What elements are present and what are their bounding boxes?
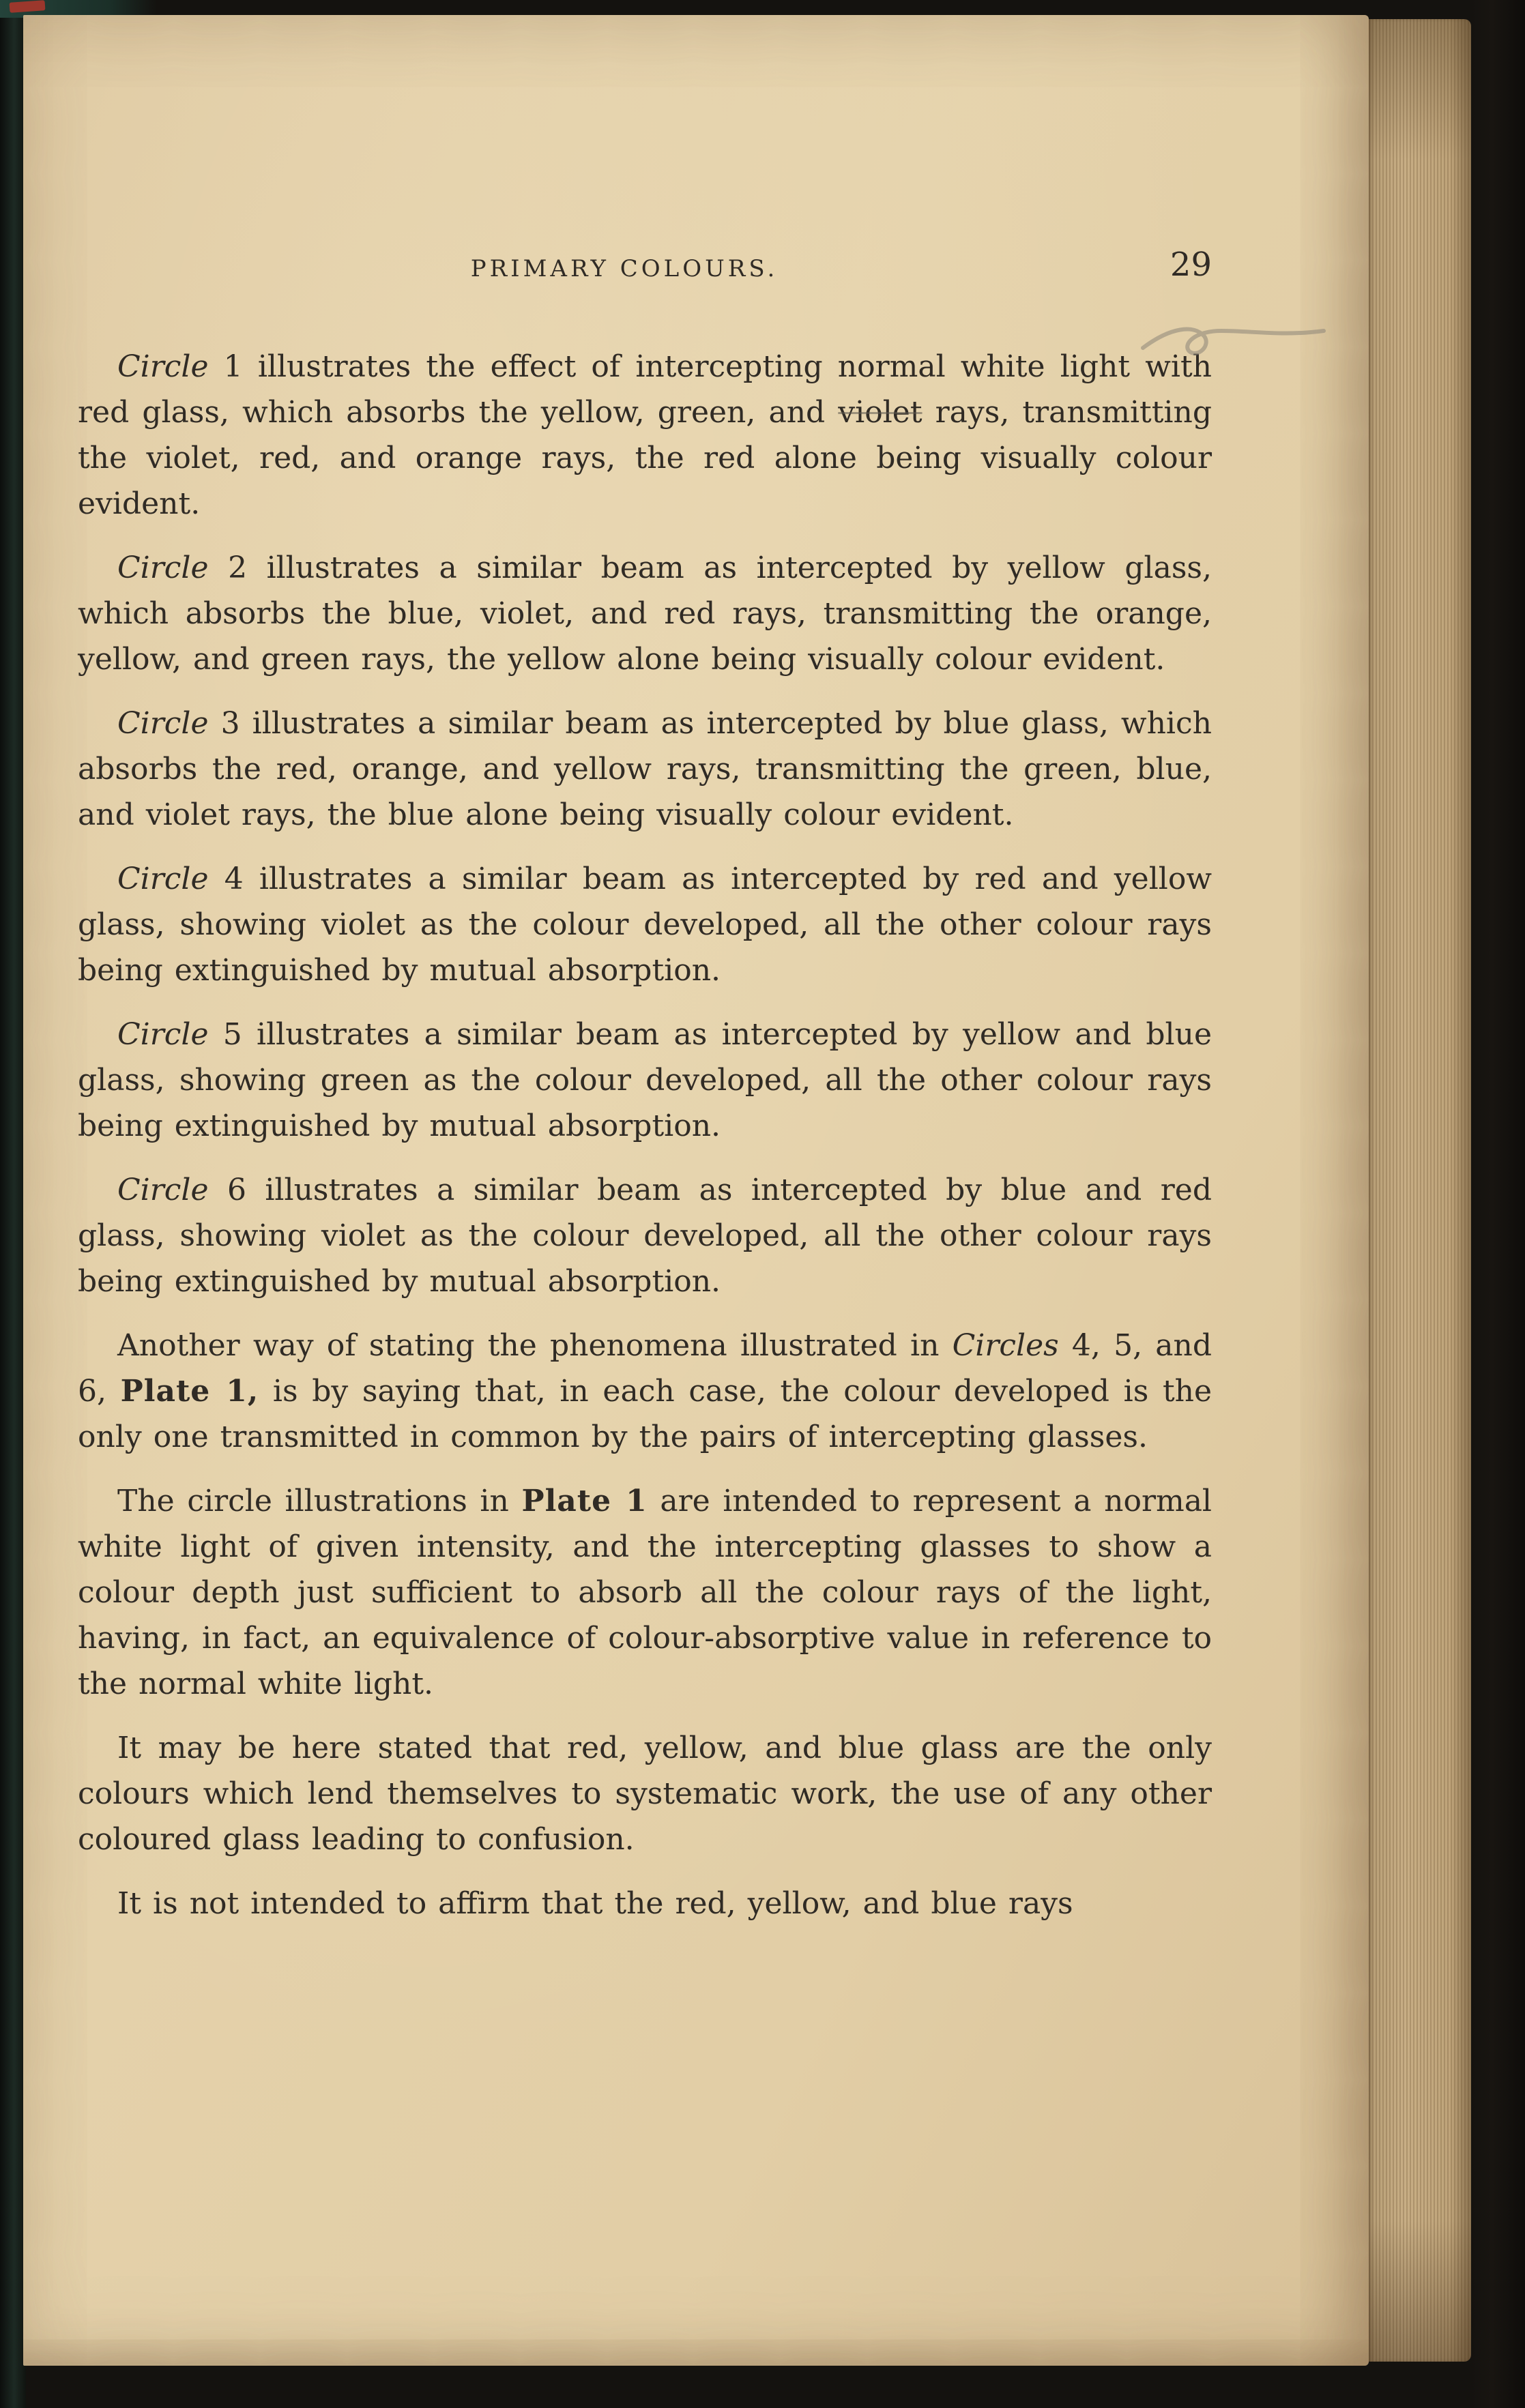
text-segment: Another way of stating the phenomena illustrated in <box>117 1328 953 1363</box>
book-page <box>23 15 1369 2366</box>
text-segment: 3 illustrates a similar beam as intercepted by blue glass, which absorbs the red, orange, and yellow rays, transmitting the green, blue, and violet rays, the blue alone being visually colour evident. <box>78 706 1212 832</box>
paragraph <box>78 545 1212 682</box>
text-segment: 2 illustrates a similar beam as intercepted by yellow glass, which absorbs the blue, violet, and red rays, transmitting the orange, yellow, and green rays, the yellow alone being visually colour evident. <box>78 550 1212 677</box>
page-header <box>78 246 1212 304</box>
text-segment: violet <box>838 395 923 430</box>
text-segment: Plate 1, <box>120 1374 259 1409</box>
text-segment: rays, transmitting the violet, red, and orange rays, the red alone being visually colour evident. <box>78 395 1212 521</box>
text-segment: Circle <box>117 349 209 384</box>
text-segment: It may be here stated that red, yellow, and blue glass are the only colours which lend themselves to systematic work, the use of any other coloured glass leading to confusion. <box>78 1731 1212 1857</box>
text-segment: 5 illustrates a similar beam as intercepted by yellow and blue glass, showing green as the colour developed, all the other colour rays being extinguished by mutual absorption. <box>78 1017 1212 1143</box>
text-segment: Circle <box>117 1173 209 1207</box>
text-segment: Plate 1 <box>521 1484 648 1518</box>
running-title: PRIMARY COLOURS. <box>470 255 779 282</box>
text-segment: It is not intended to affirm that the red, yellow, and blue rays <box>117 1886 1073 1921</box>
text-segment: Circle <box>117 550 209 585</box>
page-edges <box>1369 19 1471 2362</box>
text-segment: is by saying that, in each case, the colour developed is the only one transmitted in common by the pairs of intercepting glasses. <box>78 1374 1212 1454</box>
page-number: 29 <box>1170 246 1212 284</box>
paragraph <box>78 1478 1212 1707</box>
binding-shadow <box>1470 0 1525 2408</box>
paragraph <box>78 1012 1212 1149</box>
text-segment: 4, 5, and 6, <box>78 1328 1212 1409</box>
book-cover-edge <box>0 0 26 2408</box>
text-segment: Circle <box>117 862 209 896</box>
text-segment: 4 illustrates a similar beam as intercepted by red and yellow glass, showing violet as the colour developed, all the other colour rays being extinguished by mutual absorption. <box>78 862 1212 988</box>
text-segment: 6 illustrates a similar beam as intercepted by blue and red glass, showing violet as the colour developed, all the other colour rays being extinguished by mutual absorption. <box>78 1173 1212 1299</box>
paragraph <box>78 1167 1212 1304</box>
page-body <box>78 344 1212 1926</box>
text-segment: are intended to represent a normal white light of given intensity, and the intercepting glasses to show a colour depth just sufficient to absorb all the colour rays of the light, having, in fact, an equivalence of colour-absorptive value in reference to the normal white light. <box>78 1484 1212 1701</box>
paragraph <box>78 856 1212 993</box>
text-segment: The circle illustrations in <box>117 1484 522 1518</box>
paragraph <box>78 344 1212 527</box>
text-segment: 1 illustrates the effect of intercepting normal white light with red glass, which absorbs the yellow, green, and <box>78 349 1212 430</box>
text-segment: Circle <box>117 1017 209 1052</box>
paragraph <box>78 1881 1212 1926</box>
paragraph <box>78 1323 1212 1460</box>
text-segment: Circle <box>117 706 209 741</box>
paragraph <box>78 701 1212 838</box>
paragraph <box>78 1725 1212 1862</box>
text-segment: Circles <box>952 1328 1059 1363</box>
